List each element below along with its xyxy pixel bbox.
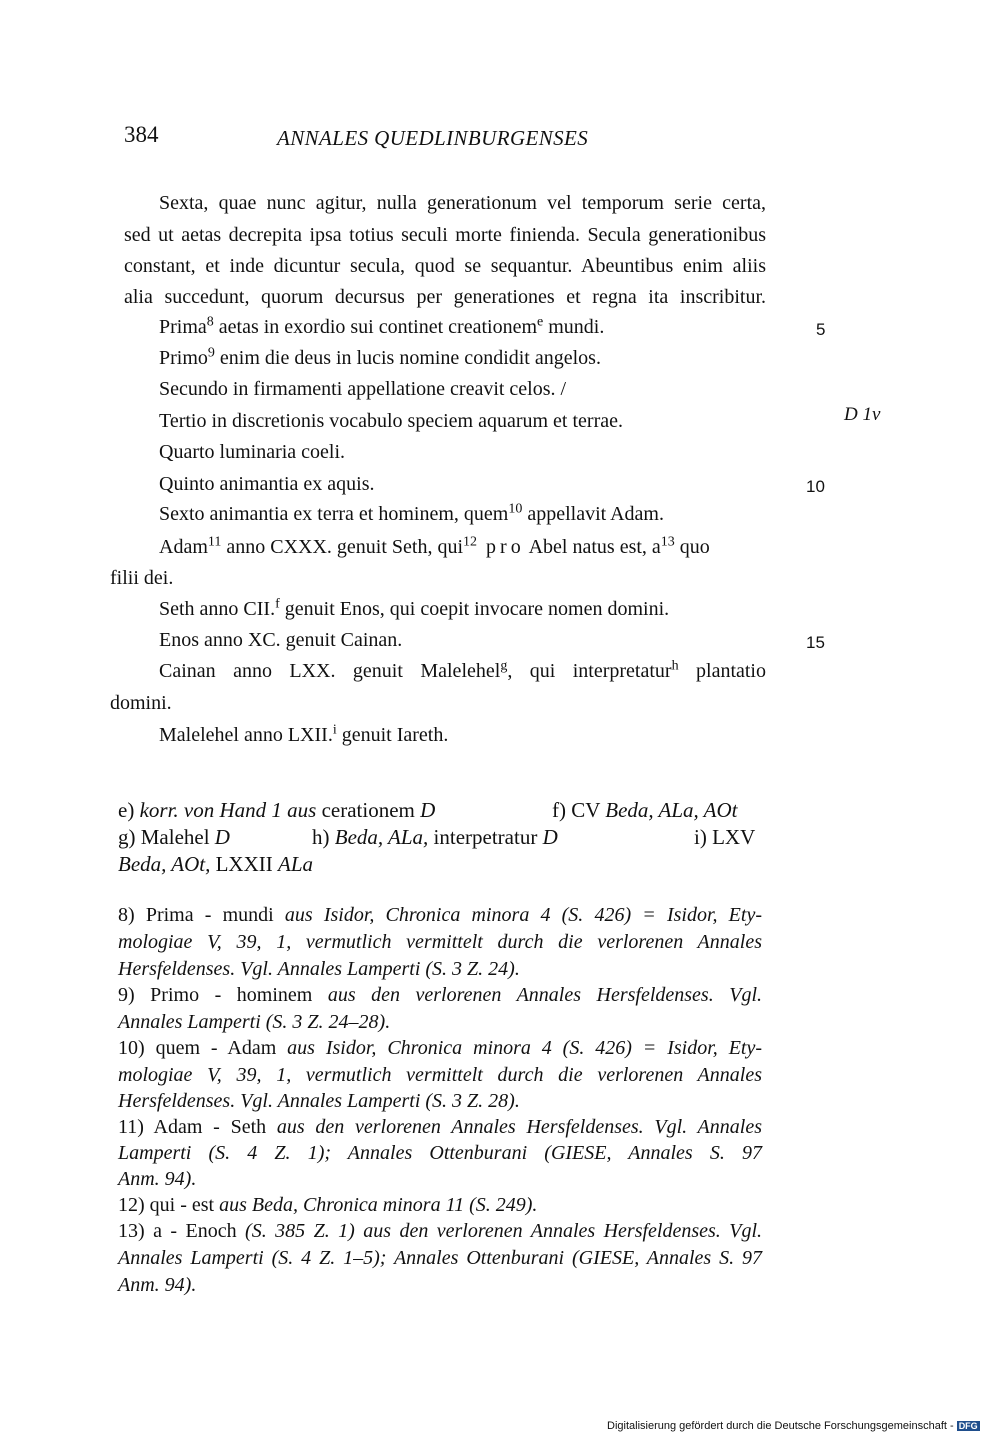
footnote-line: mologiae V, 39, 1, vermutlich vermittelt durch die verlorenen Annales bbox=[118, 931, 762, 953]
text-line: Tertio in discretionis vocabulo speciem aquarum et terrae. bbox=[159, 410, 623, 432]
text-line: Quarto luminaria coeli. bbox=[159, 441, 346, 463]
footnote-line: 9) Primo - hominem aus den verlorenen Annales Hersfeldenses. Vgl. bbox=[118, 984, 762, 1006]
apparatus-ref: g bbox=[500, 658, 508, 674]
text-line: Enos anno XC. genuit Cainan. bbox=[159, 629, 403, 651]
footnote-line: Anm. 94). bbox=[118, 1168, 197, 1190]
apparatus-entry: i) LXV bbox=[694, 825, 756, 849]
apparatus-entry: e) korr. von Hand 1 aus cerationem D bbox=[118, 798, 436, 822]
apparatus-entry: g) Malehel D bbox=[118, 825, 230, 849]
apparatus-entry: Beda, AOt, LXXII ALa bbox=[118, 852, 314, 876]
text-line: Malelehel anno LXII.$^i$ genuit Iareth. bbox=[159, 722, 449, 746]
text-line: Adam$^{11}$ anno CXXX. genuit Seth, qui$^{12}$ pro Abel natus est, $a^{13}$ quo bbox=[159, 534, 710, 558]
line-number: 15 bbox=[806, 633, 825, 652]
page-number: 384 bbox=[124, 122, 159, 147]
footnote-line: Anm. 94). bbox=[118, 1274, 197, 1296]
footnote-line: 13) a - Enoch (S. 385 Z. 1) aus den verlorenen Annales Hersfeldenses. Vgl. bbox=[118, 1220, 762, 1242]
footnote-ref: 8 bbox=[206, 314, 214, 330]
running-title: ANNALES QUEDLINBURGENSES bbox=[277, 126, 589, 150]
text-line: Primo$^9$ enim die deus in lucis nomine condidit angelos. bbox=[159, 345, 601, 369]
dfg-logo-icon: DFG bbox=[958, 1421, 978, 1432]
text-line: Sexta, quae nunc agitur, nulla generationum vel temporum serie certa, bbox=[159, 192, 766, 214]
text-line: Sexto animantia ex terra et hominem, quem$^{10}$ appellavit Adam. bbox=[159, 501, 664, 525]
text-line: Seth anno CII.$^f$ genuit Enos, qui coepit invocare nomen domini. bbox=[159, 596, 670, 620]
footnote-ref: 12 bbox=[463, 534, 478, 550]
footnote-line: Annales Lamperti (S. 4 Z. 1–5); Annales Ottenburani (GIESE, Annales S. 97 bbox=[118, 1247, 762, 1269]
footnote-line: 12) qui - est aus Beda, Chronica minora 11 (S. 249). bbox=[118, 1194, 538, 1216]
text-line: domini. bbox=[110, 692, 172, 714]
text-line: Quinto animantia ex aquis. bbox=[159, 473, 375, 495]
line-number: 5 bbox=[816, 320, 826, 339]
footnote-ref: 13 bbox=[660, 534, 675, 550]
footnote-line: Annales Lamperti (S. 3 Z. 24–28). bbox=[118, 1011, 391, 1033]
footnote-ref: 9 bbox=[207, 345, 215, 361]
apparatus-ref: i bbox=[332, 722, 337, 738]
footnote-line: Hersfeldenses. Vgl. Annales Lamperti (S. 3 Z. 24). bbox=[118, 958, 520, 980]
text-line: constant, et inde dicuntur secula, quod se sequantur. Abeuntibus enim aliis bbox=[124, 255, 766, 277]
text-line: Secundo in firmamenti appellatione creavit celos. / bbox=[159, 378, 567, 400]
footnote-line: mologiae V, 39, 1, vermutlich vermittelt durch die verlorenen Annales bbox=[118, 1064, 762, 1086]
footnote-line: Hersfeldenses. Vgl. Annales Lamperti (S. 3 Z. 28). bbox=[118, 1090, 520, 1112]
text-line: Cainan anno LXX. genuit Malelehel$^g$, qui interpretatur$^h$ plantatio bbox=[159, 658, 766, 682]
text-line: filii dei. bbox=[110, 567, 174, 589]
footnote-line: 11) Adam - Seth aus den verlorenen Annales Hersfeldenses. Vgl. Annales bbox=[118, 1116, 762, 1138]
digitization-credit: Digitalisierung gefördert durch die Deutsche Forschungsgemeinschaft - DFG bbox=[607, 1420, 978, 1432]
line-number: 10 bbox=[806, 477, 825, 496]
footnote-ref: 10 bbox=[508, 501, 523, 517]
apparatus-entry: f) CV Beda, ALa, AOt bbox=[552, 798, 738, 822]
apparatus-ref: h bbox=[671, 658, 679, 674]
footnote-line: 8) Prima - mundi aus Isidor, Chronica minora 4 (S. 426) = Isidor, Ety- bbox=[118, 904, 762, 926]
apparatus-entry: h) Beda, ALa, interpetratur D bbox=[312, 825, 558, 849]
apparatus-ref: e bbox=[537, 314, 544, 330]
text-line: Prima$^8$ aetas in exordio sui continet creationem$^e$ mundi. bbox=[159, 314, 605, 338]
footnote-ref: 11 bbox=[207, 534, 222, 550]
text-line: alia succedunt, quorum decursus per generationes et regna ita inscribitur. bbox=[124, 286, 766, 308]
apparatus-ref: f bbox=[275, 596, 280, 612]
text-line: sed ut aetas decrepita ipsa totius seculi morte finienda. Secula generationibus bbox=[124, 224, 766, 246]
footnote-line: 10) quem - Adam aus Isidor, Chronica minora 4 (S. 426) = Isidor, Ety- bbox=[118, 1037, 763, 1059]
marginal-siglum: D 1v bbox=[844, 404, 881, 425]
footnote-line: Lamperti (S. 4 Z. 1); Annales Ottenburani (GIESE, Annales S. 97 bbox=[118, 1142, 762, 1164]
